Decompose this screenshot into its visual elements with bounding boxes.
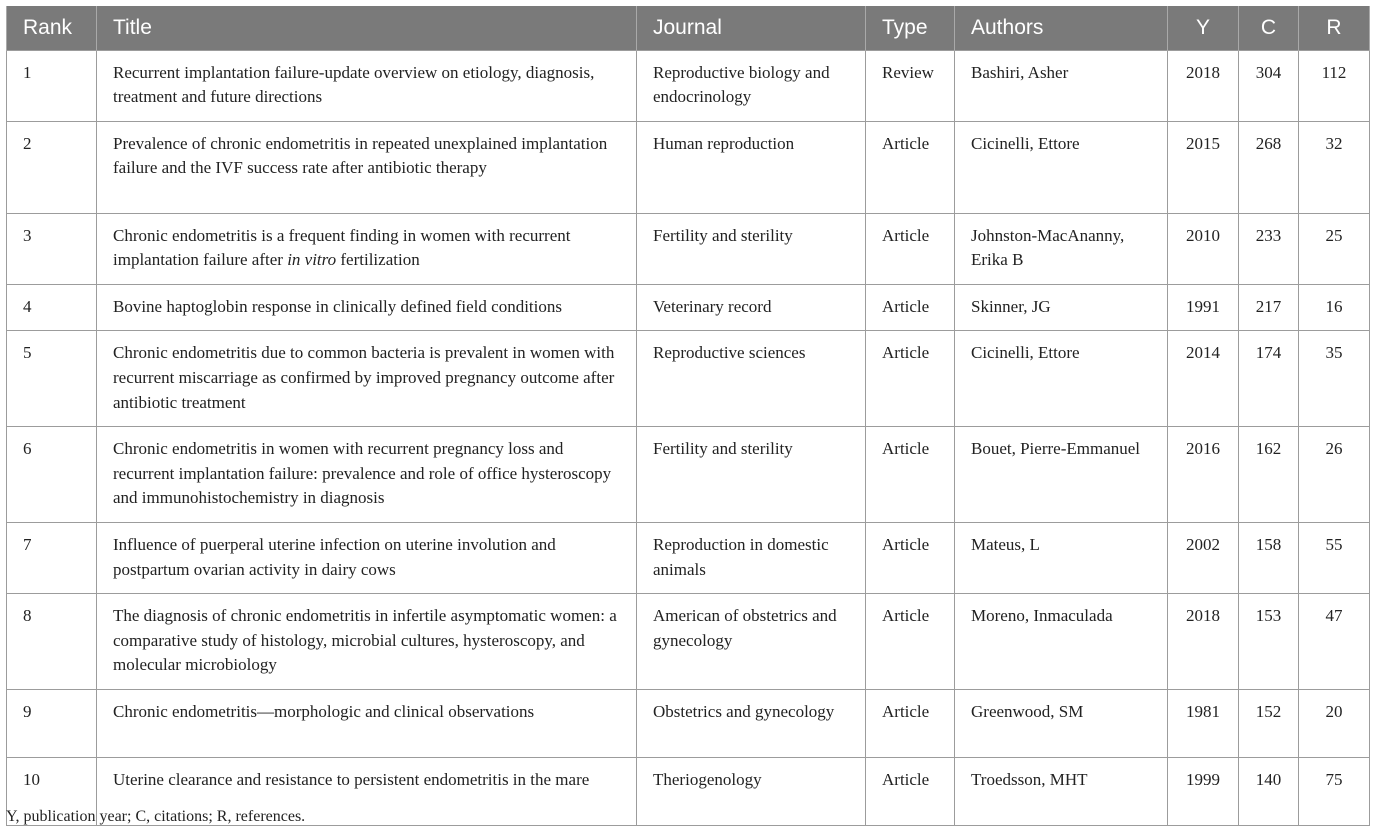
table-row bbox=[7, 690, 1370, 758]
table-row bbox=[7, 331, 1370, 427]
cell-year: 2018 bbox=[1168, 594, 1239, 690]
cell-title: Chronic endometritis—morphologic and clinical observations bbox=[97, 690, 637, 758]
cell-rank: 10 bbox=[7, 758, 97, 826]
cell-journal: Fertility and sterility bbox=[637, 213, 866, 284]
cell-journal: Obstetrics and gynecology bbox=[637, 690, 866, 758]
cell-citations: 158 bbox=[1239, 523, 1299, 594]
cell-title: Chronic endometritis in women with recurrent pregnancy loss and recurrent implantation failure: prevalence and role of office hysteroscopy and immunohistochemistry in diagnosis bbox=[97, 427, 637, 523]
cell-journal: American of obstetrics and gynecology bbox=[637, 594, 866, 690]
cell-authors: Mateus, L bbox=[955, 523, 1168, 594]
cell-rank: 1 bbox=[7, 50, 97, 121]
cell-citations: 233 bbox=[1239, 213, 1299, 284]
header-row bbox=[7, 6, 1370, 50]
cell-authors: Greenwood, SM bbox=[955, 690, 1168, 758]
cell-type: Article bbox=[866, 758, 955, 826]
header-title: Title bbox=[97, 6, 637, 50]
cell-rank: 3 bbox=[7, 213, 97, 284]
header-authors: Authors bbox=[955, 6, 1168, 50]
table-row bbox=[7, 594, 1370, 690]
cell-citations: 162 bbox=[1239, 427, 1299, 523]
cell-journal: Theriogenology bbox=[637, 758, 866, 826]
title-text: Chronic endometritis is a frequent finding in women with recurrent implantation failure after bbox=[113, 225, 571, 270]
title-text-end: fertilization bbox=[336, 250, 420, 270]
table-row bbox=[7, 50, 1370, 121]
cell-title: Bovine haptoglobin response in clinically defined field conditions bbox=[97, 284, 637, 331]
cell-references: 35 bbox=[1299, 331, 1370, 427]
cell-rank: 8 bbox=[7, 594, 97, 690]
cell-authors: Johnston-MacAnanny, Erika B bbox=[955, 213, 1168, 284]
cell-year: 1999 bbox=[1168, 758, 1239, 826]
header-citations: C bbox=[1239, 6, 1299, 50]
cell-year: 2014 bbox=[1168, 331, 1239, 427]
table-footnote: Y, publication year; C, citations; R, references. bbox=[6, 808, 306, 825]
cell-citations: 304 bbox=[1239, 50, 1299, 121]
cell-year: 2018 bbox=[1168, 50, 1239, 121]
cell-references: 25 bbox=[1299, 213, 1370, 284]
cell-year: 2002 bbox=[1168, 523, 1239, 594]
cell-year: 1981 bbox=[1168, 690, 1239, 758]
title-italic-text: in vitro bbox=[287, 250, 337, 270]
cell-title: Recurrent implantation failure-update overview on etiology, diagnosis, treatment and future directions bbox=[97, 50, 637, 121]
cell-type: Article bbox=[866, 523, 955, 594]
cell-references: 55 bbox=[1299, 523, 1370, 594]
cell-journal: Veterinary record bbox=[637, 284, 866, 331]
cell-title: Uterine clearance and resistance to persistent endometritis in the mare bbox=[97, 758, 637, 826]
cell-journal: Reproduction in domestic animals bbox=[637, 523, 866, 594]
cell-references: 112 bbox=[1299, 50, 1370, 121]
cell-references: 20 bbox=[1299, 690, 1370, 758]
cell-authors: Cicinelli, Ettore bbox=[955, 121, 1168, 213]
header-rank: Rank bbox=[7, 6, 97, 50]
table-row bbox=[7, 427, 1370, 523]
cell-type: Article bbox=[866, 121, 955, 213]
cell-rank: 6 bbox=[7, 427, 97, 523]
table-row bbox=[7, 121, 1370, 213]
table-header bbox=[7, 6, 1370, 50]
cell-journal: Reproductive biology and endocrinology bbox=[637, 50, 866, 121]
cell-title: The diagnosis of chronic endometritis in infertile asymptomatic women: a comparative study of histology, microbial cultures, hysteroscopy, and molecular microbiology bbox=[97, 594, 637, 690]
cell-title: Influence of puerperal uterine infection on uterine involution and postpartum ovarian activity in dairy cows bbox=[97, 523, 637, 594]
cell-title bbox=[97, 213, 637, 284]
cell-rank: 7 bbox=[7, 523, 97, 594]
cell-authors: Cicinelli, Ettore bbox=[955, 331, 1168, 427]
cell-references: 75 bbox=[1299, 758, 1370, 826]
table-row bbox=[7, 523, 1370, 594]
cell-citations: 217 bbox=[1239, 284, 1299, 331]
cell-journal: Human reproduction bbox=[637, 121, 866, 213]
cell-type: Review bbox=[866, 50, 955, 121]
cell-type: Article bbox=[866, 331, 955, 427]
cell-year: 1991 bbox=[1168, 284, 1239, 331]
cell-journal: Fertility and sterility bbox=[637, 427, 866, 523]
cell-authors: Bashiri, Asher bbox=[955, 50, 1168, 121]
cell-references: 47 bbox=[1299, 594, 1370, 690]
cell-year: 2010 bbox=[1168, 213, 1239, 284]
top-cited-publications-table bbox=[6, 6, 1370, 826]
cell-year: 2015 bbox=[1168, 121, 1239, 213]
cell-rank: 4 bbox=[7, 284, 97, 331]
cell-rank: 2 bbox=[7, 121, 97, 213]
cell-references: 16 bbox=[1299, 284, 1370, 331]
cell-title: Prevalence of chronic endometritis in repeated unexplained implantation failure and the IVF success rate after antibiotic therapy bbox=[97, 121, 637, 213]
cell-authors: Skinner, JG bbox=[955, 284, 1168, 331]
cell-citations: 140 bbox=[1239, 758, 1299, 826]
cell-rank: 5 bbox=[7, 331, 97, 427]
cell-journal: Reproductive sciences bbox=[637, 331, 866, 427]
table-body bbox=[7, 50, 1370, 826]
cell-type: Article bbox=[866, 594, 955, 690]
cell-rank: 9 bbox=[7, 690, 97, 758]
cell-references: 32 bbox=[1299, 121, 1370, 213]
cell-citations: 174 bbox=[1239, 331, 1299, 427]
cell-authors: Troedsson, MHT bbox=[955, 758, 1168, 826]
cell-title: Chronic endometritis due to common bacteria is prevalent in women with recurrent miscarriage as confirmed by improved pregnancy outcome after antibiotic treatment bbox=[97, 331, 637, 427]
cell-type: Article bbox=[866, 690, 955, 758]
cell-citations: 153 bbox=[1239, 594, 1299, 690]
cell-references: 26 bbox=[1299, 427, 1370, 523]
table-row bbox=[7, 213, 1370, 284]
cell-citations: 152 bbox=[1239, 690, 1299, 758]
cell-authors: Moreno, Inmaculada bbox=[955, 594, 1168, 690]
table-row bbox=[7, 284, 1370, 331]
cell-citations: 268 bbox=[1239, 121, 1299, 213]
cell-type: Article bbox=[866, 213, 955, 284]
header-journal: Journal bbox=[637, 6, 866, 50]
cell-type: Article bbox=[866, 427, 955, 523]
cell-authors: Bouet, Pierre-Emmanuel bbox=[955, 427, 1168, 523]
header-type: Type bbox=[866, 6, 955, 50]
cell-year: 2016 bbox=[1168, 427, 1239, 523]
header-references: R bbox=[1299, 6, 1370, 50]
header-year: Y bbox=[1168, 6, 1239, 50]
cell-type: Article bbox=[866, 284, 955, 331]
